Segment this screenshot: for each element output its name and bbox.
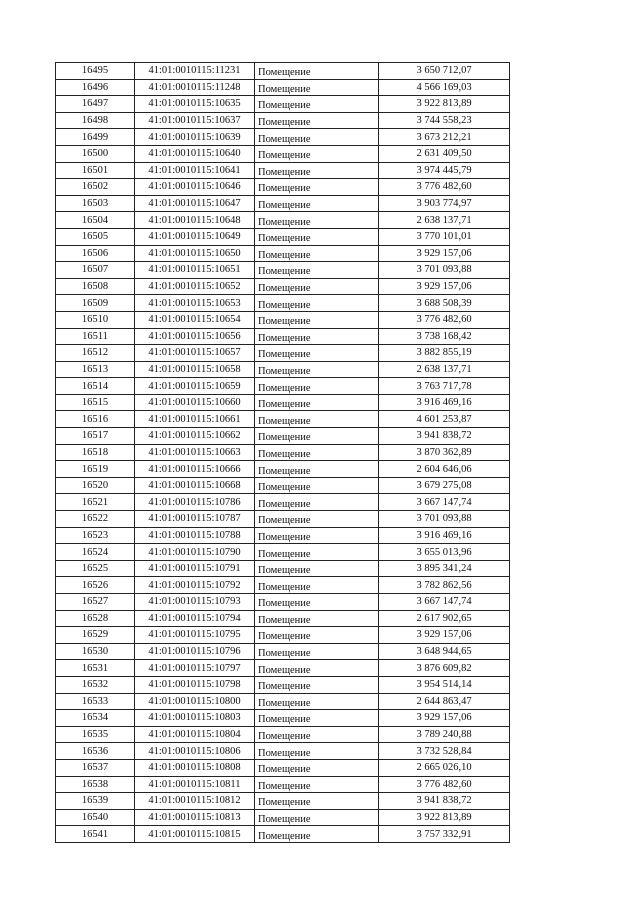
row-number-cell: 16539 <box>56 793 135 810</box>
object-type-text: Помещение <box>258 183 311 195</box>
table-row <box>56 79 510 96</box>
object-type-text: Помещение <box>258 316 311 328</box>
table-body <box>56 63 510 843</box>
row-number-cell: 16529 <box>56 627 135 644</box>
row-number-cell: 16504 <box>56 212 135 229</box>
row-number-cell: 16510 <box>56 311 135 328</box>
cadastral-value-cell: 3 776 482,60 <box>379 311 510 328</box>
object-type-text: Помещение <box>258 233 311 245</box>
object-type-text: Помещение <box>258 67 311 79</box>
table-row <box>56 129 510 146</box>
row-number-cell: 16507 <box>56 262 135 279</box>
table-row <box>56 693 510 710</box>
row-number-cell: 16508 <box>56 278 135 295</box>
object-type-cell <box>255 726 379 743</box>
object-type-text: Помещение <box>258 216 311 228</box>
object-type-cell <box>255 544 379 561</box>
table-row <box>56 577 510 594</box>
object-type-text: Помещение <box>258 448 311 460</box>
object-type-text: Помещение <box>258 731 311 743</box>
object-type-text: Помещение <box>258 814 311 826</box>
cadastral-number-cell: 41:01:0010115:10654 <box>135 311 255 328</box>
table-row <box>56 494 510 511</box>
cadastral-number-cell: 41:01:0010115:10811 <box>135 776 255 793</box>
cadastral-value-cell: 3 922 813,89 <box>379 809 510 826</box>
row-number-cell: 16519 <box>56 461 135 478</box>
table-row <box>56 726 510 743</box>
object-type-text: Помещение <box>258 266 311 278</box>
object-type-cell <box>255 411 379 428</box>
object-type-cell <box>255 162 379 179</box>
cadastral-value-cell: 2 617 902,65 <box>379 610 510 627</box>
cadastral-value-cell: 3 776 482,60 <box>379 776 510 793</box>
table-row <box>56 311 510 328</box>
row-number-cell: 16499 <box>56 129 135 146</box>
row-number-cell: 16514 <box>56 378 135 395</box>
object-type-cell <box>255 643 379 660</box>
table-row <box>56 544 510 561</box>
row-number-cell: 16502 <box>56 179 135 196</box>
cadastral-value-cell: 3 941 838,72 <box>379 428 510 445</box>
cadastral-value-cell: 3 776 482,60 <box>379 179 510 196</box>
row-number-cell: 16525 <box>56 560 135 577</box>
object-type-text: Помещение <box>258 581 311 593</box>
cadastral-number-cell: 41:01:0010115:10792 <box>135 577 255 594</box>
row-number-cell: 16538 <box>56 776 135 793</box>
cadastral-value-cell: 3 763 717,78 <box>379 378 510 395</box>
object-type-cell <box>255 759 379 776</box>
object-type-text: Помещение <box>258 697 311 709</box>
cadastral-value-cell: 3 648 944,65 <box>379 643 510 660</box>
object-type-text: Помещение <box>258 150 311 162</box>
cadastral-number-cell: 41:01:0010115:10635 <box>135 96 255 113</box>
cadastral-value-cell: 3 757 332,91 <box>379 826 510 843</box>
cadastral-number-cell: 41:01:0010115:10650 <box>135 245 255 262</box>
table-row <box>56 428 510 445</box>
cadastral-number-cell: 41:01:0010115:10803 <box>135 710 255 727</box>
table-row <box>56 444 510 461</box>
object-type-text: Помещение <box>258 349 311 361</box>
object-type-cell <box>255 378 379 395</box>
object-type-text: Помещение <box>258 200 311 212</box>
table-row <box>56 96 510 113</box>
table-row <box>56 278 510 295</box>
object-type-text: Помещение <box>258 133 311 145</box>
cadastral-number-cell: 41:01:0010115:10658 <box>135 361 255 378</box>
row-number-cell: 16501 <box>56 162 135 179</box>
cadastral-number-cell: 41:01:0010115:10786 <box>135 494 255 511</box>
object-type-cell <box>255 63 379 80</box>
cadastral-value-cell: 3 673 212,21 <box>379 129 510 146</box>
row-number-cell: 16540 <box>56 809 135 826</box>
cadastral-value-cell: 3 954 514,14 <box>379 676 510 693</box>
cadastral-value-cell: 3 929 157,06 <box>379 627 510 644</box>
object-type-cell <box>255 228 379 245</box>
row-number-cell: 16512 <box>56 345 135 362</box>
cadastral-number-cell: 41:01:0010115:10652 <box>135 278 255 295</box>
object-type-cell <box>255 262 379 279</box>
object-type-text: Помещение <box>258 100 311 112</box>
table-row <box>56 162 510 179</box>
cadastral-value-cell: 3 974 445,79 <box>379 162 510 179</box>
object-type-text: Помещение <box>258 598 311 610</box>
row-number-cell: 16533 <box>56 693 135 710</box>
object-type-text: Помещение <box>258 166 311 178</box>
cadastral-number-cell: 41:01:0010115:10663 <box>135 444 255 461</box>
cadastral-value-cell: 4 601 253,87 <box>379 411 510 428</box>
row-number-cell: 16523 <box>56 527 135 544</box>
table-row <box>56 262 510 279</box>
object-type-cell <box>255 527 379 544</box>
object-type-cell <box>255 328 379 345</box>
object-type-text: Помещение <box>258 780 311 792</box>
table-row <box>56 245 510 262</box>
object-type-cell <box>255 660 379 677</box>
cadastral-number-cell: 41:01:0010115:10793 <box>135 594 255 611</box>
object-type-cell <box>255 594 379 611</box>
cadastral-value-cell: 4 566 169,03 <box>379 79 510 96</box>
table-row <box>56 145 510 162</box>
table-row <box>56 759 510 776</box>
cadastral-number-cell: 41:01:0010115:10648 <box>135 212 255 229</box>
table-row <box>56 477 510 494</box>
object-type-text: Помещение <box>258 498 311 510</box>
object-type-text: Помещение <box>258 797 311 809</box>
row-number-cell: 16524 <box>56 544 135 561</box>
object-type-text: Помещение <box>258 365 311 377</box>
row-number-cell: 16506 <box>56 245 135 262</box>
cadastral-value-cell: 3 870 362,89 <box>379 444 510 461</box>
table-row <box>56 228 510 245</box>
object-type-cell <box>255 79 379 96</box>
cadastral-number-cell: 41:01:0010115:11248 <box>135 79 255 96</box>
object-type-text: Помещение <box>258 432 311 444</box>
cadastral-number-cell: 41:01:0010115:10637 <box>135 112 255 129</box>
object-type-cell <box>255 776 379 793</box>
cadastral-number-cell: 41:01:0010115:10656 <box>135 328 255 345</box>
cadastral-number-cell: 41:01:0010115:10639 <box>135 129 255 146</box>
row-number-cell: 16535 <box>56 726 135 743</box>
row-number-cell: 16528 <box>56 610 135 627</box>
cadastral-value-cell: 3 876 609,82 <box>379 660 510 677</box>
table-row <box>56 511 510 528</box>
row-number-cell: 16498 <box>56 112 135 129</box>
object-type-text: Помещение <box>258 515 311 527</box>
table-row <box>56 112 510 129</box>
cadastral-value-cell: 3 667 147,74 <box>379 494 510 511</box>
table-row <box>56 378 510 395</box>
object-type-cell <box>255 179 379 196</box>
table-row <box>56 610 510 627</box>
cadastral-value-cell: 3 650 712,07 <box>379 63 510 80</box>
object-type-cell <box>255 311 379 328</box>
row-number-cell: 16532 <box>56 676 135 693</box>
cadastral-value-cell: 3 941 838,72 <box>379 793 510 810</box>
cadastral-number-cell: 41:01:0010115:10646 <box>135 179 255 196</box>
object-type-cell <box>255 295 379 312</box>
object-type-cell <box>255 145 379 162</box>
object-type-text: Помещение <box>258 117 311 129</box>
table-row <box>56 295 510 312</box>
table-row <box>56 63 510 80</box>
table-row <box>56 676 510 693</box>
cadastral-value-cell: 3 738 168,42 <box>379 328 510 345</box>
row-number-cell: 16541 <box>56 826 135 843</box>
cadastral-number-cell: 41:01:0010115:10651 <box>135 262 255 279</box>
object-type-text: Помещение <box>258 714 311 726</box>
cadastral-value-table <box>55 62 510 843</box>
cadastral-number-cell: 41:01:0010115:10653 <box>135 295 255 312</box>
cadastral-number-cell: 41:01:0010115:10798 <box>135 676 255 693</box>
table-row <box>56 793 510 810</box>
table-row <box>56 394 510 411</box>
object-type-text: Помещение <box>258 830 311 842</box>
row-number-cell: 16511 <box>56 328 135 345</box>
cadastral-value-cell: 3 922 813,89 <box>379 96 510 113</box>
cadastral-value-cell: 3 789 240,88 <box>379 726 510 743</box>
cadastral-value-cell: 3 667 147,74 <box>379 594 510 611</box>
object-type-cell <box>255 710 379 727</box>
object-type-cell <box>255 826 379 843</box>
cadastral-value-cell: 3 655 013,96 <box>379 544 510 561</box>
table-row <box>56 809 510 826</box>
cadastral-value-cell: 3 903 774,97 <box>379 195 510 212</box>
object-type-cell <box>255 743 379 760</box>
cadastral-number-cell: 41:01:0010115:10787 <box>135 511 255 528</box>
table-row <box>56 743 510 760</box>
cadastral-number-cell: 41:01:0010115:10641 <box>135 162 255 179</box>
cadastral-number-cell: 41:01:0010115:10649 <box>135 228 255 245</box>
object-type-text: Помещение <box>258 648 311 660</box>
table-row <box>56 527 510 544</box>
object-type-cell <box>255 676 379 693</box>
table-row <box>56 411 510 428</box>
row-number-cell: 16517 <box>56 428 135 445</box>
cadastral-value-cell: 3 782 862,56 <box>379 577 510 594</box>
table-row <box>56 212 510 229</box>
cadastral-number-cell: 41:01:0010115:10804 <box>135 726 255 743</box>
row-number-cell: 16518 <box>56 444 135 461</box>
object-type-cell <box>255 245 379 262</box>
cadastral-value-cell: 2 665 026,10 <box>379 759 510 776</box>
cadastral-number-cell: 41:01:0010115:10661 <box>135 411 255 428</box>
cadastral-value-cell: 3 688 508,39 <box>379 295 510 312</box>
object-type-cell <box>255 577 379 594</box>
cadastral-number-cell: 41:01:0010115:10800 <box>135 693 255 710</box>
cadastral-value-cell: 3 916 469,16 <box>379 394 510 411</box>
object-type-cell <box>255 361 379 378</box>
cadastral-value-cell: 3 679 275,08 <box>379 477 510 494</box>
row-number-cell: 16521 <box>56 494 135 511</box>
cadastral-number-cell: 41:01:0010115:10640 <box>135 145 255 162</box>
object-type-cell <box>255 444 379 461</box>
cadastral-value-cell: 3 744 558,23 <box>379 112 510 129</box>
object-type-cell <box>255 212 379 229</box>
object-type-cell <box>255 195 379 212</box>
object-type-text: Помещение <box>258 83 311 95</box>
object-type-cell <box>255 112 379 129</box>
cadastral-number-cell: 41:01:0010115:10797 <box>135 660 255 677</box>
object-type-text: Помещение <box>258 747 311 759</box>
row-number-cell: 16500 <box>56 145 135 162</box>
row-number-cell: 16503 <box>56 195 135 212</box>
object-type-cell <box>255 494 379 511</box>
object-type-cell <box>255 428 379 445</box>
row-number-cell: 16537 <box>56 759 135 776</box>
row-number-cell: 16495 <box>56 63 135 80</box>
row-number-cell: 16527 <box>56 594 135 611</box>
cadastral-number-cell: 41:01:0010115:10808 <box>135 759 255 776</box>
table-row <box>56 560 510 577</box>
row-number-cell: 16497 <box>56 96 135 113</box>
table-row <box>56 627 510 644</box>
object-type-text: Помещение <box>258 415 311 427</box>
table-row <box>56 826 510 843</box>
cadastral-number-cell: 41:01:0010115:10806 <box>135 743 255 760</box>
object-type-cell <box>255 477 379 494</box>
row-number-cell: 16536 <box>56 743 135 760</box>
row-number-cell: 16515 <box>56 394 135 411</box>
table-row <box>56 594 510 611</box>
cadastral-value-cell: 2 631 409,50 <box>379 145 510 162</box>
cadastral-number-cell: 41:01:0010115:10647 <box>135 195 255 212</box>
cadastral-value-cell: 2 638 137,71 <box>379 212 510 229</box>
object-type-text: Помещение <box>258 631 311 643</box>
object-type-cell <box>255 610 379 627</box>
row-number-cell: 16509 <box>56 295 135 312</box>
object-type-text: Помещение <box>258 531 311 543</box>
table-row <box>56 361 510 378</box>
object-type-cell <box>255 345 379 362</box>
table-row <box>56 643 510 660</box>
table-row <box>56 195 510 212</box>
object-type-text: Помещение <box>258 283 311 295</box>
row-number-cell: 16513 <box>56 361 135 378</box>
table-row <box>56 345 510 362</box>
cadastral-value-cell: 2 638 137,71 <box>379 361 510 378</box>
cadastral-number-cell: 41:01:0010115:10788 <box>135 527 255 544</box>
cadastral-number-cell: 41:01:0010115:10815 <box>135 826 255 843</box>
cadastral-number-cell: 41:01:0010115:10660 <box>135 394 255 411</box>
cadastral-value-cell: 3 701 093,88 <box>379 262 510 279</box>
table-row <box>56 328 510 345</box>
cadastral-number-cell: 41:01:0010115:11231 <box>135 63 255 80</box>
row-number-cell: 16505 <box>56 228 135 245</box>
object-type-cell <box>255 627 379 644</box>
cadastral-value-cell: 3 929 157,06 <box>379 245 510 262</box>
object-type-text: Помещение <box>258 332 311 344</box>
object-type-text: Помещение <box>258 382 311 394</box>
object-type-text: Помещение <box>258 548 311 560</box>
cadastral-number-cell: 41:01:0010115:10791 <box>135 560 255 577</box>
cadastral-number-cell: 41:01:0010115:10662 <box>135 428 255 445</box>
object-type-cell <box>255 129 379 146</box>
row-number-cell: 16522 <box>56 511 135 528</box>
cadastral-value-cell: 2 604 646,06 <box>379 461 510 478</box>
object-type-cell <box>255 693 379 710</box>
cadastral-value-cell: 2 644 863,47 <box>379 693 510 710</box>
row-number-cell: 16530 <box>56 643 135 660</box>
cadastral-value-cell: 3 701 093,88 <box>379 511 510 528</box>
table-row <box>56 179 510 196</box>
object-type-text: Помещение <box>258 299 311 311</box>
object-type-text: Помещение <box>258 565 311 577</box>
cadastral-number-cell: 41:01:0010115:10796 <box>135 643 255 660</box>
cadastral-value-cell: 3 770 101,01 <box>379 228 510 245</box>
cadastral-number-cell: 41:01:0010115:10657 <box>135 345 255 362</box>
row-number-cell: 16496 <box>56 79 135 96</box>
cadastral-value-cell: 3 916 469,16 <box>379 527 510 544</box>
row-number-cell: 16520 <box>56 477 135 494</box>
object-type-cell <box>255 278 379 295</box>
cadastral-number-cell: 41:01:0010115:10813 <box>135 809 255 826</box>
object-type-text: Помещение <box>258 249 311 261</box>
cadastral-value-cell: 3 882 855,19 <box>379 345 510 362</box>
object-type-cell <box>255 96 379 113</box>
cadastral-value-cell: 3 732 528,84 <box>379 743 510 760</box>
object-type-text: Помещение <box>258 664 311 676</box>
cadastral-number-cell: 41:01:0010115:10659 <box>135 378 255 395</box>
object-type-cell <box>255 560 379 577</box>
object-type-cell <box>255 461 379 478</box>
object-type-cell <box>255 793 379 810</box>
object-type-text: Помещение <box>258 614 311 626</box>
row-number-cell: 16516 <box>56 411 135 428</box>
cadastral-value-cell: 3 895 341,24 <box>379 560 510 577</box>
cadastral-number-cell: 41:01:0010115:10794 <box>135 610 255 627</box>
row-number-cell: 16526 <box>56 577 135 594</box>
cadastral-number-cell: 41:01:0010115:10795 <box>135 627 255 644</box>
cadastral-number-cell: 41:01:0010115:10812 <box>135 793 255 810</box>
table-row <box>56 660 510 677</box>
cadastral-value-cell: 3 929 157,06 <box>379 278 510 295</box>
cadastral-number-cell: 41:01:0010115:10668 <box>135 477 255 494</box>
row-number-cell: 16534 <box>56 710 135 727</box>
object-type-cell <box>255 809 379 826</box>
object-type-text: Помещение <box>258 764 311 776</box>
object-type-text: Помещение <box>258 482 311 494</box>
object-type-text: Помещение <box>258 399 311 411</box>
cadastral-number-cell: 41:01:0010115:10666 <box>135 461 255 478</box>
table-row <box>56 461 510 478</box>
object-type-text: Помещение <box>258 465 311 477</box>
cadastral-number-cell: 41:01:0010115:10790 <box>135 544 255 561</box>
table-row <box>56 776 510 793</box>
object-type-cell <box>255 394 379 411</box>
object-type-text: Помещение <box>258 681 311 693</box>
table-row <box>56 710 510 727</box>
object-type-cell <box>255 511 379 528</box>
row-number-cell: 16531 <box>56 660 135 677</box>
cadastral-value-cell: 3 929 157,06 <box>379 710 510 727</box>
